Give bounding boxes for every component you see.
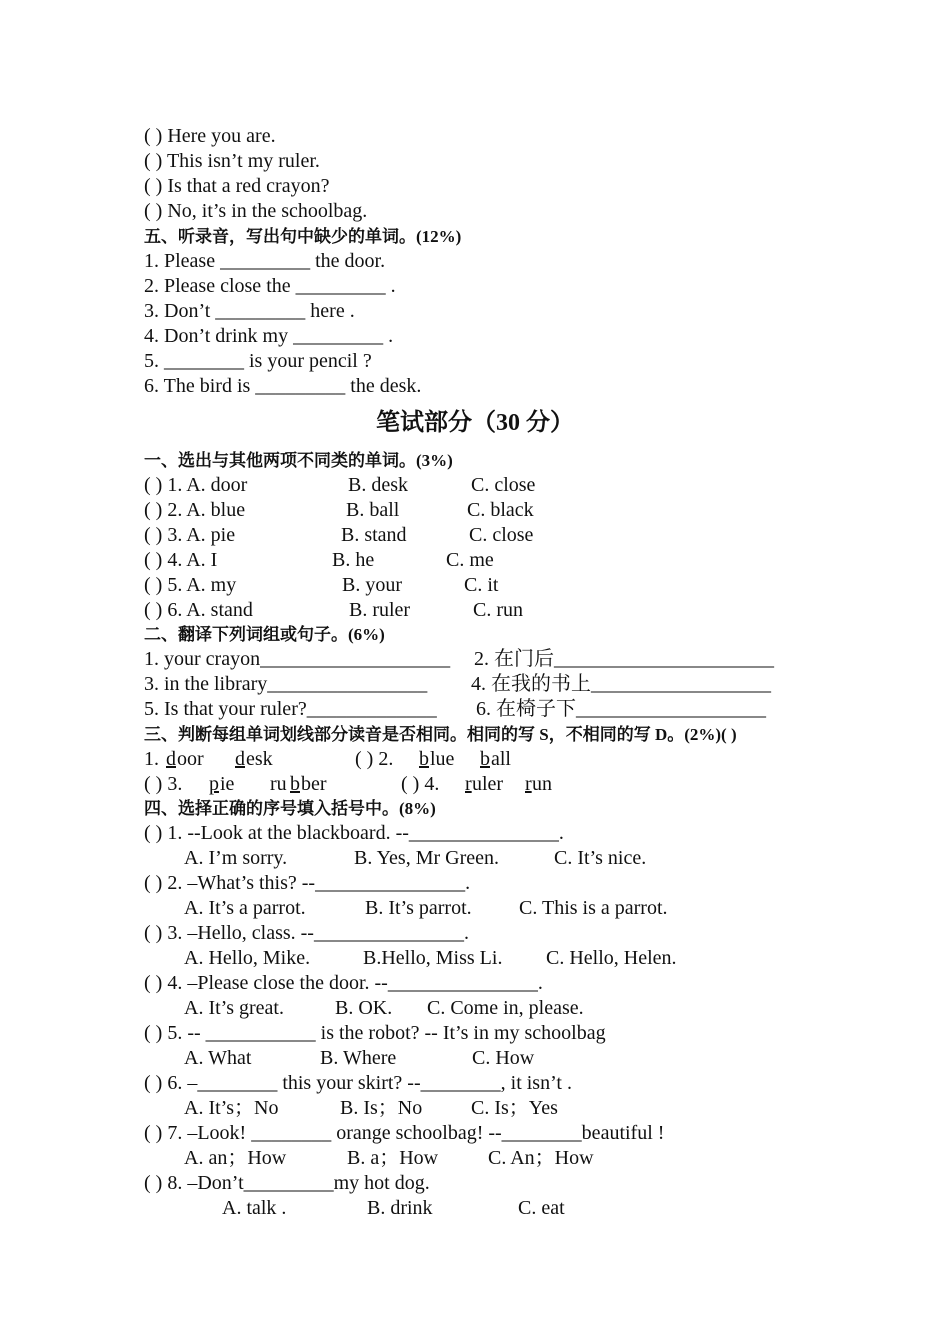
line-text: C. it <box>464 574 499 596</box>
line-text: ( ) 4. –Please close the door. --_______________. <box>144 972 543 994</box>
line-text: ( ) Is that a red crayon? <box>144 175 330 197</box>
line-text: C. me <box>446 549 494 571</box>
line-text: B. OK. <box>335 997 393 1019</box>
line-text: 2. 在门后______________________ <box>474 648 774 670</box>
line-text: 3. Don’t _________ here . <box>144 300 355 322</box>
line-text: ( ) 6. A. stand <box>144 599 253 621</box>
line-text: ie <box>220 773 235 795</box>
line-text: 4. 在我的书上__________________ <box>471 673 771 695</box>
underlined-letter: b <box>290 773 300 795</box>
line-text: A. It’s；No <box>184 1097 279 1119</box>
underlined-letter: d <box>235 748 245 770</box>
line-text: B. drink <box>367 1197 433 1219</box>
line-text: C. Is；Yes <box>471 1097 558 1119</box>
line-text: C. How <box>472 1047 535 1069</box>
line-text: A. I’m sorry. <box>184 847 288 869</box>
line-text: C. eat <box>518 1197 565 1219</box>
line-text: un <box>532 773 552 795</box>
line-text: ( ) 2. –What’s this? --_______________. <box>144 872 471 894</box>
line-text: B. Where <box>320 1047 397 1069</box>
line-text: B. desk <box>348 474 408 496</box>
line-text: C. black <box>467 499 534 521</box>
line-text: B. he <box>332 549 375 571</box>
line-text: B. your <box>342 574 402 596</box>
underlined-letter: p <box>209 773 219 795</box>
line-text: ber <box>301 773 327 795</box>
line-text: B. ball <box>346 499 400 521</box>
line-text: ( ) 2. A. blue <box>144 499 246 521</box>
line-text: ( ) 8. –Don’t_________my hot dog. <box>144 1172 430 1194</box>
underlined-letter: r <box>525 773 532 795</box>
line-text: C. It’s nice. <box>554 847 647 869</box>
line-text: A. It’s great. <box>184 997 284 1019</box>
line-text: 6. 在椅子下___________________ <box>476 698 766 720</box>
line-text: B. stand <box>341 524 407 546</box>
line-text: 一、选出与其他两项不同类的单词。(3%) <box>144 451 453 470</box>
line-text: A. Hello, Mike. <box>184 947 311 969</box>
line-text: B. It’s parrot. <box>365 897 472 919</box>
line-text: lue <box>430 748 455 770</box>
line-text: 1. Please _________ the door. <box>144 250 386 272</box>
line-text: B. Is；No <box>340 1097 423 1119</box>
line-text: uler <box>472 773 504 795</box>
line-text: ( ) This isn’t my ruler. <box>144 150 320 172</box>
line-text: 3. in the library________________ <box>144 673 428 695</box>
line-text: C. Hello, Helen. <box>546 947 677 969</box>
line-text: 2. Please close the _________ . <box>144 275 396 297</box>
line-text: 5. Is that your ruler?_____________ <box>144 698 437 720</box>
line-text: 5. ________ is your pencil ? <box>144 350 372 372</box>
line-text: oor <box>177 748 204 770</box>
line-text: C. This is a parrot. <box>519 897 668 919</box>
line-text: ( ) 1. --Look at the blackboard. --_______________. <box>144 822 564 844</box>
line-text: ( ) 5. A. my <box>144 574 237 596</box>
line-text: 6. The bird is _________ the desk. <box>144 375 422 397</box>
line-text: B.Hello, Miss Li. <box>363 947 503 969</box>
line-text: ( ) 6. –________ this your skirt? --________, it isn’t . <box>144 1072 572 1094</box>
line-text: 三、判断每组单词划线部分读音是否相同。相同的写 S，不相同的写 D。(2%)( ) <box>144 725 737 744</box>
line-text: ( ) 4. <box>401 773 440 795</box>
line-text: B. a；How <box>347 1147 439 1169</box>
line-text: C. Come in, please. <box>427 997 584 1019</box>
section-title-written-part: 笔试部分（30 分） <box>376 410 574 436</box>
line-text: A. an；How <box>184 1147 287 1169</box>
line-text: C. run <box>473 599 523 621</box>
line-text: 1. your crayon___________________ <box>144 648 451 670</box>
line-text: ( ) No, it’s in the schoolbag. <box>144 200 368 222</box>
line-text: ( ) 5. -- ___________ is the robot? -- It’s in my schoolbag <box>144 1022 606 1044</box>
line-text: ( ) 3. –Hello, class. --_______________. <box>144 922 469 944</box>
underlined-letter: r <box>465 773 472 795</box>
line-text: all <box>491 748 511 770</box>
line-text: C. close <box>471 474 536 496</box>
underlined-letter: b <box>480 748 490 770</box>
line-text: ( ) 7. –Look! ________ orange schoolbag! --________beautiful ! <box>144 1122 665 1144</box>
line-text: ( ) 1. A. door <box>144 474 248 496</box>
line-text: esk <box>246 748 273 770</box>
line-text: A. What <box>184 1047 252 1069</box>
line-text: ( ) 4. A. I <box>144 549 218 571</box>
line-text: 4. Don’t drink my _________ . <box>144 325 394 347</box>
line-text: B. ruler <box>349 599 411 621</box>
line-text: ( ) 3. A. pie <box>144 524 236 546</box>
line-text: ( ) Here you are. <box>144 125 276 147</box>
line-text: C. An；How <box>488 1147 594 1169</box>
line-text: 四、选择正确的序号填入括号中。(8%) <box>144 799 436 818</box>
line-text: A. It’s a parrot. <box>184 897 306 919</box>
line-text: 1. <box>144 748 159 770</box>
line-text: 二、翻译下列词组或句子。(6%) <box>144 625 385 644</box>
line-text: A. talk . <box>222 1197 287 1219</box>
underlined-letter: b <box>419 748 429 770</box>
line-text: 五、听录音，写出句中缺少的单词。(12%) <box>144 227 462 246</box>
line-text: ( ) 2. <box>355 748 394 770</box>
underlined-letter: d <box>166 748 176 770</box>
line-text: B. Yes, Mr Green. <box>354 847 499 869</box>
line-text: ru <box>270 773 287 795</box>
line-text: C. close <box>469 524 534 546</box>
line-text: ( ) 3. <box>144 773 183 795</box>
